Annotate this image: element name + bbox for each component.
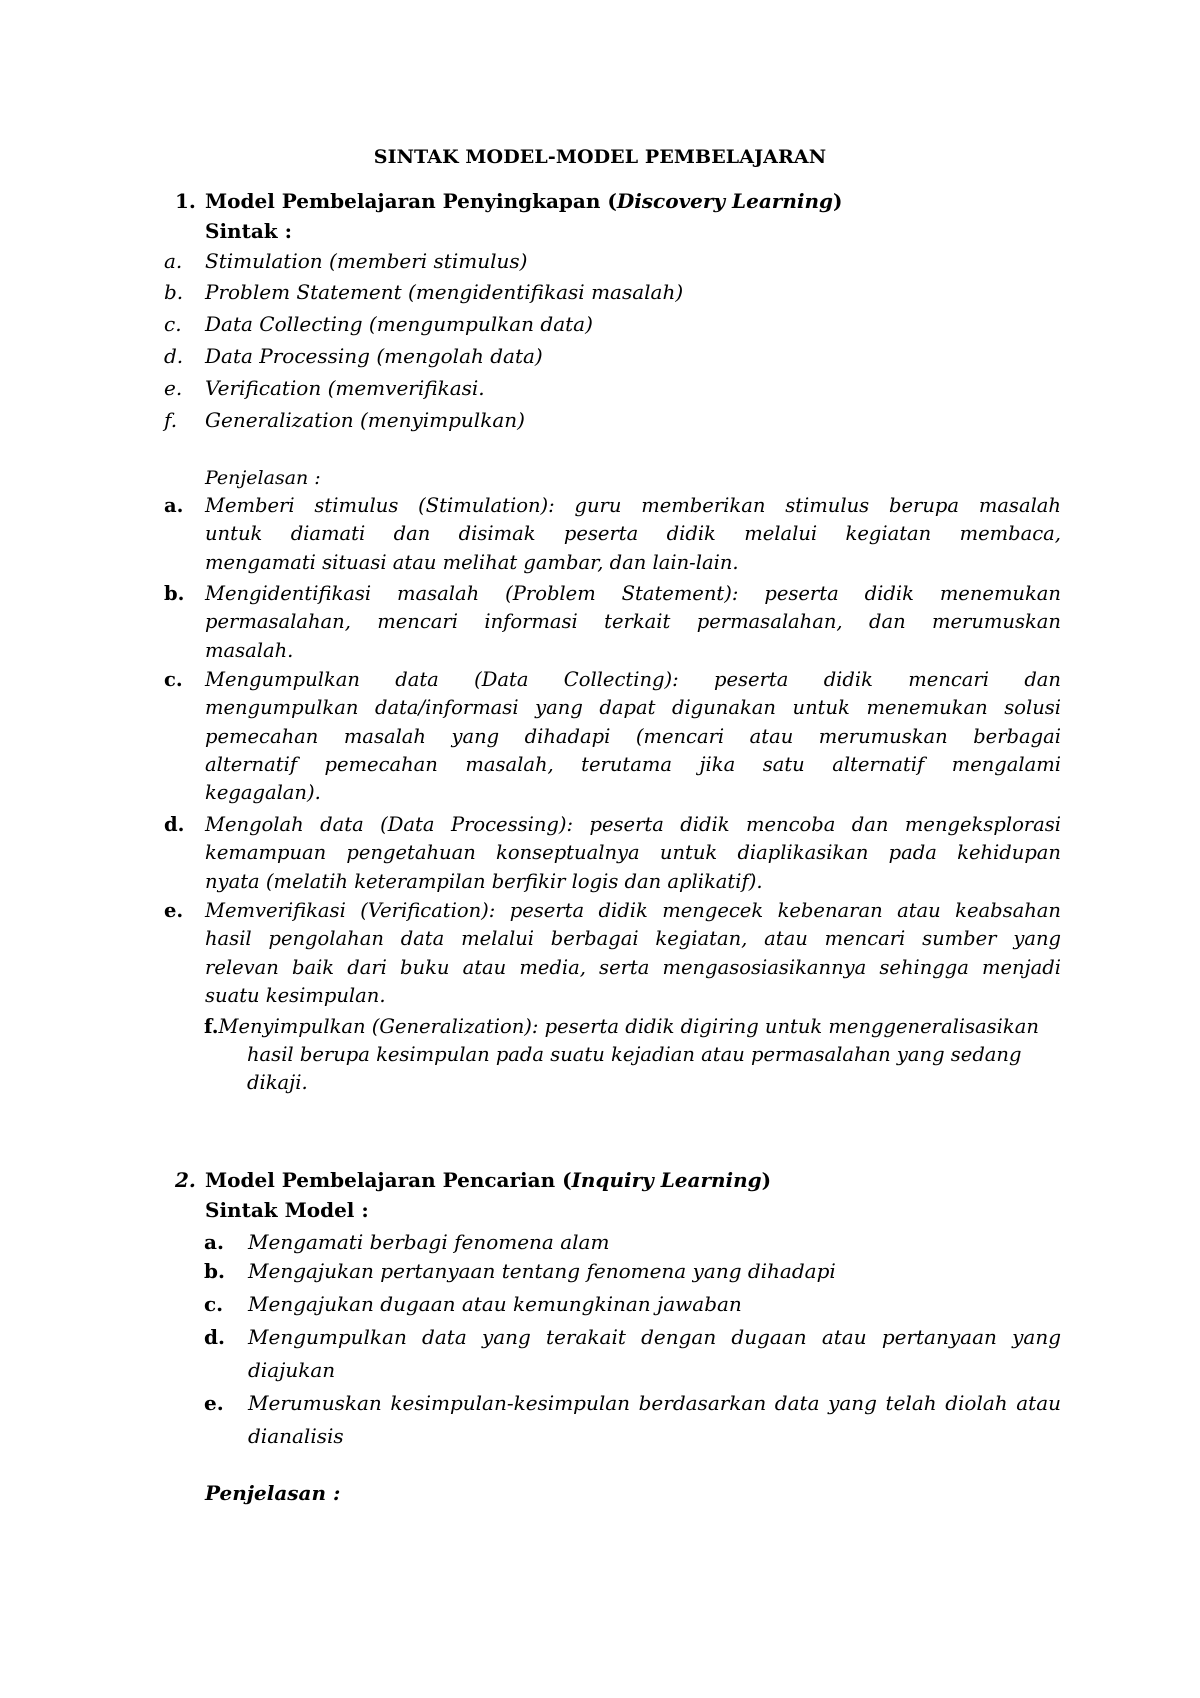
explanation-line: hasil pengolahan data melalui berbagai kegiatan, atau mencari sumber yang	[205, 927, 1061, 951]
explanation-line: hasil berupa kesimpulan pada suatu kejadian atau permasalahan yang sedang	[247, 1043, 1022, 1066]
explanation-label: b.	[164, 582, 185, 605]
section-2-heading-prefix: Model Pembelajaran Pencarian (	[205, 1168, 572, 1192]
section-2-sintak-label: Sintak Model :	[205, 1198, 369, 1222]
step-label: e.	[204, 1391, 224, 1415]
section-1-heading-italic: Discovery Learning	[616, 189, 833, 213]
section-1-explanation	[164, 580, 1061, 665]
explanation-label: d.	[164, 813, 185, 836]
section-2-number: 2.	[175, 1168, 196, 1192]
explanation-line: untuk diamati dan disimak peserta didik melalui kegiatan membaca,	[205, 522, 1061, 546]
section-1-step	[164, 249, 528, 273]
step-label: c.	[164, 312, 182, 336]
step-line: Mengajukan dugaan atau kemungkinan jawaban	[248, 1292, 742, 1316]
step-text: Data Processing (mengolah data)	[205, 344, 543, 368]
step-label: e.	[164, 376, 183, 400]
explanation-line: masalah.	[205, 638, 294, 662]
explanation-line: Memberi stimulus (Stimulation): guru memberikan stimulus berupa masalah	[205, 494, 1061, 517]
explanation-line: mengumpulkan data/informasi yang dapat digunakan untuk menemukan solusi	[205, 696, 1061, 720]
explanation-line: Mengolah data (Data Processing): peserta didik mencoba dan mengeksplorasi	[205, 813, 1061, 836]
step-label: b.	[204, 1259, 225, 1283]
section-2-step	[204, 1387, 1061, 1453]
step-label: b.	[164, 280, 184, 304]
step-line: Merumuskan kesimpulan-kesimpulan berdasarkan data yang telah diolah atau	[248, 1391, 1061, 1415]
section-1-sintak-label: Sintak :	[205, 219, 292, 243]
section-2-step	[204, 1288, 1061, 1321]
step-label: a.	[204, 1230, 224, 1254]
section-2-step	[204, 1255, 1061, 1288]
section-1-heading-prefix: Model Pembelajaran Penyingkapan (	[205, 189, 617, 213]
explanation-line: dikaji.	[247, 1071, 308, 1094]
section-1-explanation	[164, 811, 1061, 896]
step-text: Generalization (menyimpulkan)	[205, 408, 525, 432]
section-1-explanation	[164, 897, 1061, 1010]
step-text: Problem Statement (mengidentifikasi masalah)	[205, 280, 684, 304]
section-2-heading	[175, 1168, 772, 1192]
step-text: Data Collecting (mengumpulkan data)	[205, 312, 593, 336]
step-line: Mengumpulkan data yang terakait dengan dugaan atau pertanyaan yang	[248, 1325, 1061, 1349]
section-1-heading	[175, 189, 843, 213]
step-line: Mengajukan pertanyaan tentang fenomena yang dihadapi	[248, 1259, 836, 1283]
section-2-penjelasan-label: Penjelasan :	[205, 1481, 341, 1505]
section-2-heading-suffix: )	[761, 1168, 772, 1192]
explanation-label: e.	[164, 899, 184, 922]
section-1-step	[164, 344, 543, 368]
step-line: Mengamati berbagi fenomena alam	[248, 1230, 610, 1254]
section-1-step	[164, 376, 485, 400]
step-label: d.	[164, 344, 184, 368]
explanation-line: Memverifikasi (Verification): peserta didik mengecek kebenaran atau keabsahan	[205, 899, 1061, 922]
step-line: dianalisis	[248, 1424, 344, 1448]
explanation-line: pemecahan masalah yang dihadapi (mencari atau merumuskan berbagai	[205, 724, 1061, 748]
section-1-step	[164, 408, 525, 432]
section-1-penjelasan-label: Penjelasan :	[205, 467, 321, 489]
explanation-line: suatu kesimpulan.	[205, 983, 386, 1007]
explanation-line: Mengidentifikasi masalah (Problem Statement): peserta didik menemukan	[205, 582, 1061, 605]
section-1-step	[164, 280, 684, 304]
explanation-line: kegagalan).	[205, 781, 321, 805]
explanation-line: alternatif pemecahan masalah, terutama jika satu alternatif mengalami	[205, 752, 1061, 776]
step-label: f.	[164, 408, 178, 432]
step-label: d.	[204, 1325, 225, 1349]
step-text: Stimulation (memberi stimulus)	[205, 249, 528, 273]
section-1-explanation	[164, 492, 1061, 577]
step-text: Verification (memverifikasi.	[205, 376, 485, 400]
explanation-line: mengamati situasi atau melihat gambar, dan lain-lain.	[205, 550, 739, 574]
explanation-line: relevan baik dari buku atau media, serta mengasosiasikannya sehingga menjadi	[205, 955, 1061, 979]
page-title: SINTAK MODEL-MODEL PEMBELAJARAN	[373, 146, 827, 168]
explanation-line: nyata (melatih keterampilan berfikir logis dan aplikatif).	[205, 869, 763, 893]
explanation-line: kemampuan pengetahuan konseptualnya untuk diaplikasikan pada kehidupan	[205, 841, 1061, 865]
step-label: a.	[164, 249, 183, 273]
explanation-label: f.	[204, 1015, 219, 1038]
step-line: diajukan	[248, 1358, 336, 1382]
explanation-line: Mengumpulkan data (Data Collecting): peserta didik mencari dan	[205, 668, 1061, 691]
section-1-step	[164, 312, 593, 336]
section-2-step	[204, 1321, 1061, 1387]
section-1-explanation	[164, 666, 1061, 807]
explanation-line: Menyimpulkan (Generalization): peserta didik digiring untuk menggeneralisasikan	[218, 1015, 1039, 1038]
section-2-heading-italic: Inquiry Learning	[571, 1168, 762, 1192]
explanation-line: permasalahan, mencari informasi terkait permasalahan, dan merumuskan	[205, 610, 1061, 634]
step-label: c.	[204, 1292, 224, 1316]
explanation-label: a.	[164, 494, 184, 517]
section-1-heading-suffix: )	[832, 189, 843, 213]
section-1-number: 1.	[175, 189, 196, 213]
explanation-label: c.	[164, 668, 183, 691]
